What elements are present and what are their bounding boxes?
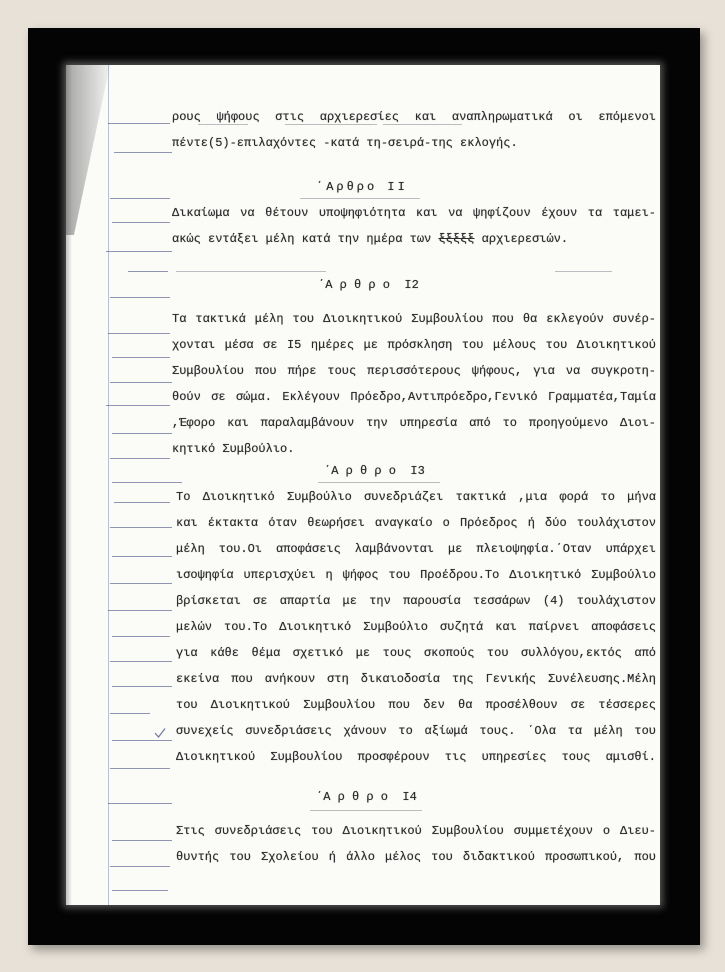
- text-line: του Διοικητικού Συμβουλίου που δεν θα προσέλθουν σε τέσσερες: [176, 698, 656, 712]
- margin-pen-line: [108, 803, 172, 804]
- text-segment: αρχιερεσιών.: [474, 232, 569, 246]
- margin-pen-line: [106, 251, 172, 252]
- text-line: πέντε(5)-επιλαχόντες -κατά τη-σειρά-της εκλογής.: [172, 136, 518, 150]
- text-line: θούν σε σώμα. Εκλέγουν Πρόεδρο,Αντιπρόεδρο,Γενικό Γραμματέα,Ταμία: [172, 390, 656, 404]
- margin-pen-line: [112, 740, 172, 741]
- margin-pen-line: [112, 686, 172, 687]
- text-line: και έκτακτα όταν θεωρήσει αναγκαίο ο Πρόεδρος ή δύο τουλάχιστον: [176, 516, 656, 530]
- text-line: μέλη του.Οι αποφάσεις λαμβάνονται με πλειοψηφία.΄Οταν υπάρχει: [176, 542, 656, 556]
- margin-pen-line: [112, 636, 170, 637]
- text-line: χονται μέσα σε Ι5 ημέρες με πρόσκληση του μέλους του Διοικητικού: [172, 338, 656, 352]
- text-line: κητικό Συμβούλιο.: [172, 442, 295, 456]
- text-line: συνεχείς συνεδριάσεις χάνουν το αξίωμά τους. ΄Ολα τα μέλη του: [176, 724, 656, 738]
- text-line: Το Διοικητικό Συμβούλιο συνεδριάζει τακτικά ,μια φορά το μήνα: [176, 490, 656, 504]
- document-page: [66, 65, 660, 905]
- margin-pen-line: [112, 433, 172, 434]
- margin-pen-line: [112, 890, 168, 891]
- text-line: ισοψηφία υπερισχύει η ψήφος του Προέδρου.Το Διοικητικό Συμβούλιο: [176, 568, 656, 582]
- margin-pen-line: [110, 866, 170, 867]
- margin-pen-line: [114, 152, 172, 153]
- text-segment: ακώς εντάξει μέλη κατά την ημέρα των: [172, 232, 439, 246]
- text-line: μελών του.Το Διοικητικό Συμβούλιο συζητά και παίρνει αποφάσεις: [176, 620, 656, 634]
- margin-pen-line: [110, 661, 172, 662]
- text-line: [172, 226, 656, 252]
- text-line: Συμβουλίου που πήρε τους περισσότερους ψήφους, για να συγκροτη-: [172, 364, 656, 378]
- text-line: ρους ψήφους στις αρχιερεσίες και αναπληρωματικά οι επόμενοι: [172, 110, 656, 124]
- margin-pen-line: [110, 198, 170, 199]
- page-corner-shadow: [66, 65, 110, 235]
- margin-pen-line: [108, 123, 170, 124]
- margin-pen-line: [128, 271, 168, 272]
- text-line: ,Έφορο και παραλαμβάνουν την υπηρεσία από το προηγούμενο Διοι-: [172, 416, 656, 430]
- document-text: [172, 104, 656, 870]
- margin-pen-line: [108, 333, 170, 334]
- margin-pen-line: [110, 297, 170, 298]
- margin-pen-line: [106, 405, 170, 406]
- struck-out-word: ξξξξξ: [438, 232, 475, 246]
- margin-pen-line: [112, 222, 170, 223]
- text-line: βρίσκεται σε απαρτία με την παρουσία τεσσάρων (4) τουλάχιστον: [176, 594, 656, 608]
- article-heading: ΄Αρθρο ΙΙ: [316, 180, 408, 194]
- margin-pen-line: [112, 357, 170, 358]
- text-line: εκείνα που ανήκουν στη δικαιοδοσία της Γενικής Συνέλευσης.Μέλη: [176, 672, 656, 686]
- text-line: Τα τακτικά μέλη του Διοικητικού Συμβουλίου που θα εκλεγούν συνέρ-: [172, 312, 656, 326]
- article-heading: ΄Α ρ θ ρ ο Ι3: [324, 464, 425, 478]
- margin-pen-line: [110, 458, 170, 459]
- margin-pen-line: [110, 713, 150, 714]
- article-heading: ΄Α ρ θ ρ ο Ι4: [316, 790, 417, 804]
- checkmark-icon: [154, 727, 166, 739]
- margin-pen-line: [110, 583, 172, 584]
- text-line: Στις συνεδριάσεις του Διοικητικού Συμβουλίου συμμετέχουν ο Διευ-: [176, 824, 656, 838]
- margin-pen-line: [110, 768, 170, 769]
- text-line: θυντής του Σχολείου ή άλλο μέλος του διδακτικού προσωπικού, που: [176, 850, 656, 864]
- article-heading: ΄Α ρ θ ρ ο Ι2: [318, 278, 419, 292]
- text-line: Διοικητικού Συμβουλίου προσφέρουν τις υπηρεσίες τους αμισθί.: [176, 750, 656, 764]
- margin-pen-line: [108, 610, 172, 611]
- text-line: Δικαίωμα να θέτουν υποψηφιότητα και να ψηφίζουν έχουν τα ταμει-: [172, 206, 656, 220]
- margin-pen-line: [110, 527, 172, 528]
- margin-pen-line: [114, 502, 170, 503]
- text-line: για κάθε θέμα σχετικό με τους σκοπούς του συλλόγου,εκτός από: [176, 646, 656, 660]
- margin-pen-line: [110, 382, 172, 383]
- margin-pen-line: [112, 556, 172, 557]
- margin-pen-line: [112, 840, 172, 841]
- margin-rule: [108, 65, 109, 905]
